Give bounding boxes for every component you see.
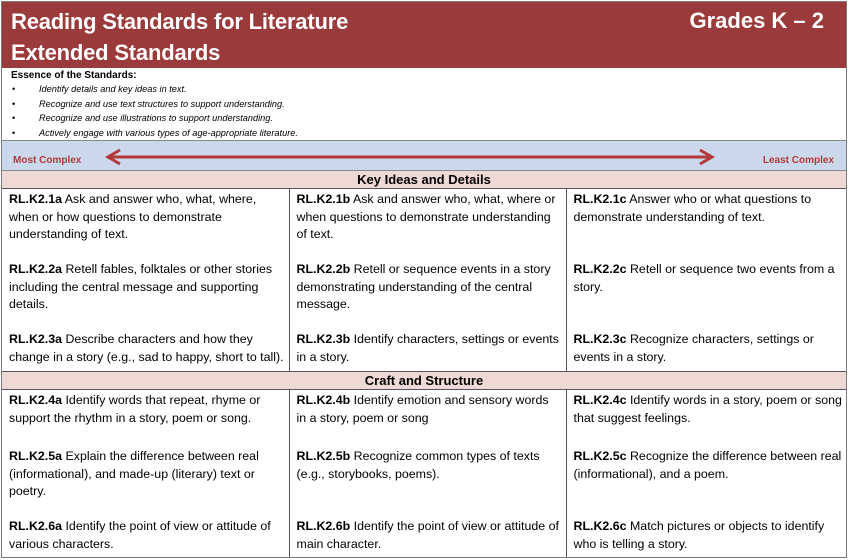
section-heading-craft-structure: Craft and Structure <box>2 372 846 390</box>
standard-code: RL.K2.2a <box>9 262 63 276</box>
table-row <box>2 259 846 329</box>
table-row <box>2 329 846 372</box>
section-heading-key-ideas: Key Ideas and Details <box>2 171 846 189</box>
bullet-icon: • <box>12 98 16 109</box>
standard-cell <box>2 390 289 446</box>
craft-structure-table <box>2 390 846 558</box>
standard-code: RL.K2.1b <box>296 192 351 206</box>
standard-code: RL.K2.2b <box>296 262 351 276</box>
standard-code: RL.K2.6a <box>9 519 63 533</box>
standard-text: Identify characters, settings or events in a story. <box>296 332 559 364</box>
least-complex-label: Least Complex <box>762 155 834 166</box>
standard-code: RL.K2.5c <box>573 449 627 463</box>
standard-cell <box>2 516 289 558</box>
standard-cell <box>289 516 566 558</box>
standard-text: Identify emotion and sensory words in a story, poem or song <box>296 393 549 425</box>
table-row <box>2 516 846 558</box>
title-line-2: Extended Standards <box>11 40 221 65</box>
standard-code: RL.K2.4c <box>573 393 627 407</box>
standard-text: Ask and answer who, what, where or when questions to demonstrate understanding of text. <box>296 192 556 241</box>
title-banner <box>2 2 846 68</box>
essence-item: • Recognize and use illustrations to support understanding. <box>11 111 846 126</box>
table-row <box>2 189 846 259</box>
standard-cell <box>566 259 846 329</box>
standard-text: Recognize the difference between real (informational), and a poem. <box>573 449 842 481</box>
standard-code: RL.K2.5a <box>9 449 63 463</box>
standard-cell <box>289 329 566 372</box>
standard-text: Identify the point of view or attitude of main character. <box>296 519 559 551</box>
standard-code: RL.K2.6c <box>573 519 627 533</box>
standard-cell <box>566 446 846 516</box>
standard-code: RL.K2.1c <box>573 192 627 206</box>
standard-cell <box>2 446 289 516</box>
standard-text: Identify words that repeat, rhyme or support the rhythm in a story, poem or song. <box>9 393 261 425</box>
standard-text: Recognize common types of texts (e.g., storybooks, poems). <box>296 449 540 481</box>
complexity-band <box>2 141 846 171</box>
essence-item: • Identify details and key ideas in text. <box>11 82 846 97</box>
standard-cell <box>566 189 846 259</box>
standard-text: Identify words in a story, poem or song that suggest feelings. <box>573 393 842 425</box>
bullet-icon: • <box>12 113 16 124</box>
key-ideas-table <box>2 189 846 372</box>
standard-cell <box>289 189 566 259</box>
bullet-icon: • <box>12 127 16 138</box>
standard-cell <box>566 329 846 372</box>
table-row <box>2 390 846 446</box>
essence-section <box>2 68 846 141</box>
standard-code: RL.K2.4a <box>9 393 63 407</box>
essence-list <box>11 82 846 140</box>
standard-cell <box>289 390 566 446</box>
standard-code: RL.K2.1a <box>9 192 63 206</box>
essence-item: • Actively engage with various types of age-appropriate literature. <box>11 126 846 141</box>
standard-text: Ask and answer who, what, where, when or how questions to demonstrate understanding of text. <box>9 192 257 241</box>
standard-cell <box>2 189 289 259</box>
standard-code: RL.K2.3a <box>9 332 63 346</box>
standard-code: RL.K2.3b <box>296 332 351 346</box>
standard-text: Explain the difference between real (informational), and made-up (literary) text or poetry. <box>9 449 259 498</box>
standard-text: Retell or sequence two events from a story. <box>573 262 835 294</box>
title-line-1: Reading Standards for Literature <box>11 9 349 34</box>
standard-cell <box>289 259 566 329</box>
standard-text: Identify the point of view or attitude of various characters. <box>9 519 271 551</box>
standard-cell <box>566 516 846 558</box>
standard-cell <box>566 390 846 446</box>
standards-page <box>1 1 847 558</box>
most-complex-label: Most Complex <box>13 155 82 166</box>
standard-code: RL.K2.4b <box>296 393 351 407</box>
essence-heading: Essence of the Standards: <box>11 70 137 81</box>
bullet-icon: • <box>12 84 16 94</box>
standard-text: Retell fables, folktales or other stories including the central message and supporting details. <box>9 262 273 311</box>
standard-code: RL.K2.3c <box>573 332 627 346</box>
grades-label: Grades K – 2 <box>689 8 824 33</box>
table-row <box>2 446 846 516</box>
page-title <box>11 6 348 68</box>
standard-text: Match pictures or objects to identify who is telling a story. <box>573 519 825 551</box>
standard-cell <box>2 329 289 372</box>
double-arrow-icon <box>102 147 718 167</box>
standard-text: Retell or sequence events in a story demonstrating understanding of the central message. <box>296 262 551 311</box>
standard-text: Recognize characters, settings or events in a story. <box>573 332 814 364</box>
standard-code: RL.K2.5b <box>296 449 351 463</box>
standard-cell <box>289 446 566 516</box>
standard-code: RL.K2.2c <box>573 262 627 276</box>
standard-text: Answer who or what questions to demonstrate understanding of text. <box>573 192 812 224</box>
essence-item: • Recognize and use text structures to support understanding. <box>11 97 846 112</box>
standard-text: Describe characters and how they change in a story (e.g., sad to happy, short to tall). <box>9 332 284 364</box>
standard-cell <box>2 259 289 329</box>
standard-code: RL.K2.6b <box>296 519 351 533</box>
